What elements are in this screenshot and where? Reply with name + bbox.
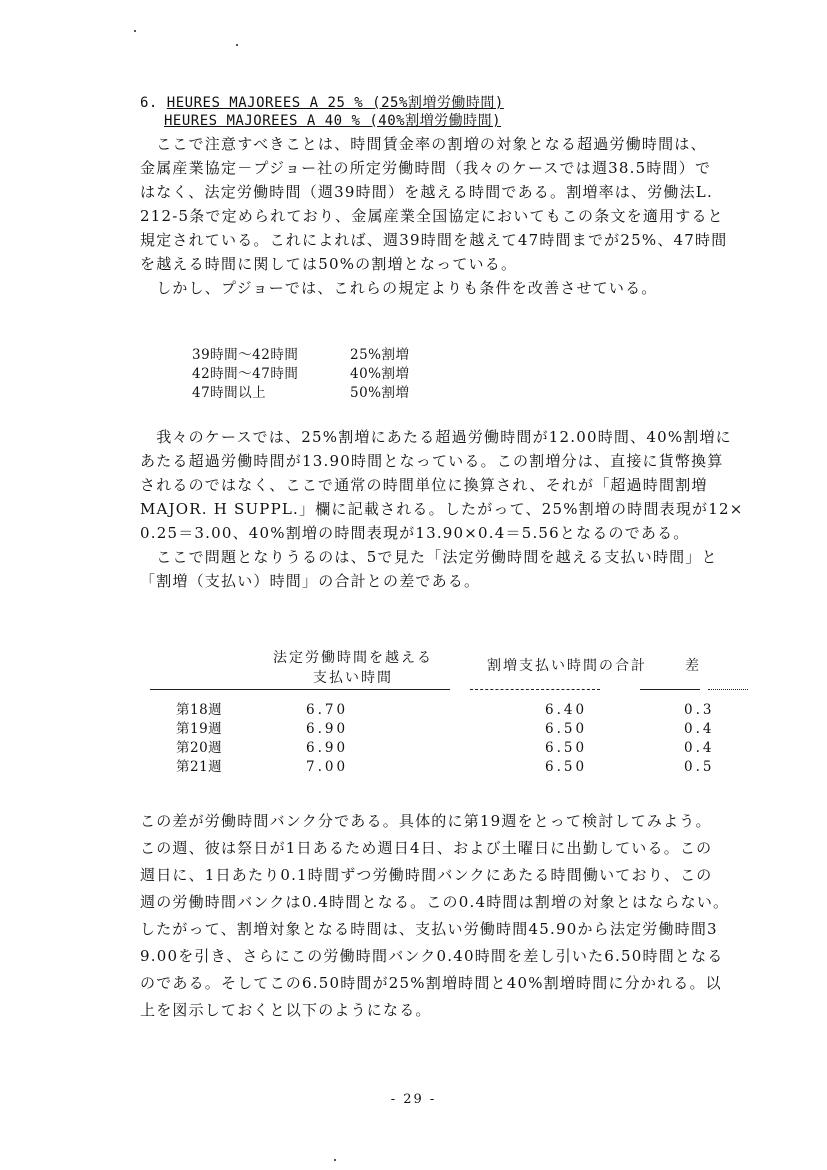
cell-week: 第19週 [176,721,223,737]
text-line: 週日に、1日あたり0.1時間ずつ労働時間バンクにあたる時間働いており、この [140,866,713,884]
text-line: 9.00を引き、さらにこの労働時間バンク0.40時間を差し引いた6.50時間となる [140,947,724,965]
cell-difference: 0.5 [684,759,715,775]
text-line: この差が労働時間バンク分である。具体的に第19週をとって検討してみよう。 [140,812,712,830]
rate-range: 39時間～42時間 [192,347,299,363]
cell-premium-hours: 6.50 [545,721,588,737]
table-header-rule [470,689,600,690]
section-heading-line1 [140,92,504,112]
rate-value: 25%割増 [350,347,410,363]
cell-premium-hours: 6.40 [545,702,588,718]
table-header-paid-hours [258,648,448,688]
rate-value: 50%割増 [350,385,410,401]
cell-difference: 0.4 [684,740,715,756]
rate-row [192,365,410,384]
text-line: はなく、法定労働時間（週39時間）を越える時間である。割増率は、労働法L. [140,183,713,201]
table-header-rule [640,689,700,690]
page-number: - 29 - [390,1092,437,1107]
text-line: ここで注意すべきことは、時間賃金率の割増の対象となる超過労働時間は、 [140,135,707,153]
paragraph-overtime-rules [140,132,780,300]
cell-paid-hours: 6.90 [306,721,349,737]
section-heading-line2 [164,110,501,130]
text-line: MAJOR. H SUPPL.」欄に記載される。したがって、25%割増の時間表現が12× [140,500,744,518]
text-line: しかし、プジョーでは、これらの規定よりも条件を改善させている。 [140,279,658,297]
cell-paid-hours: 6.90 [306,740,349,756]
section-number: 6. [140,95,167,111]
heading-japanese-40: (40%割増労働時間) [369,113,502,129]
text-line: この週、彼は祭日が1日あるため週日4日、および土曜日に出勤している。この [140,839,713,857]
table-header-premium-total: 割増支払い時間の合計 [487,658,647,674]
rate-range: 42時間～47時間 [192,366,299,382]
rate-range: 47時間以上 [192,385,267,401]
cell-premium-hours: 6.50 [545,740,588,756]
text-line: 212-5条で定められており、金属産業全国協定においてもこの条文を適用すると [140,207,724,225]
cell-difference: 0.4 [684,721,715,737]
cell-difference: 0.3 [684,702,715,718]
text-line: 規定されている。これによれば、週39時間を越えて47時間までが25%、47時間 [140,231,728,249]
rate-row [192,346,410,365]
rate-value: 40%割増 [350,366,410,382]
text-line: のである。そしてこの6.50時間が25%割増時間と40%割増時間に分かれる。以 [140,974,722,992]
scan-speck [334,1159,336,1161]
text-line: 我々のケースでは、25%割増にあたる超過労働時間が12.00時間、40%割増に [140,428,732,446]
table-header-rule [150,689,450,690]
text-line: 上を図示しておくと以下のようになる。 [140,1001,432,1019]
premium-rate-list [192,346,410,403]
text-line: したがって、割増対象となる時間は、支払い労働時間45.90から法定労働時間3 [140,920,718,938]
text-line: 週の労働時間バンクは0.4時間となる。この0.4時間は割増の対象とはならない。 [140,893,730,911]
text-line: ここで問題となりうるのは、5で見た「法定労働時間を越える支払い時間」と [140,548,718,566]
heading-french-25: HEURES MAJOREES A 25 % [166,95,373,111]
text-line: 0.25＝3.00、40%割増の時間表現が13.90×0.4＝5.56となるのである。 [140,524,690,542]
scan-speck [236,44,238,46]
header-line: 法定労働時間を越える [273,650,433,666]
paragraph-hour-bank [140,808,780,1024]
cell-paid-hours: 7.00 [306,759,349,775]
rate-row [192,384,410,403]
text-line: されるのではなく、ここで通常の時間単位に換算され、それが「超過時間割増 [140,476,708,494]
text-line: あたる超過労働時間が13.90時間となっている。この割増分は、直接に貨幣換算 [140,452,724,470]
cell-paid-hours: 6.70 [306,702,349,718]
text-line: 金属産業協定－プジョー社の所定労働時間（我々のケースでは週38.5時間）で [140,159,712,177]
scan-speck [134,30,136,32]
text-line: を越える時間に関しては50%の割増となっている。 [140,255,518,273]
cell-premium-hours: 6.50 [545,759,588,775]
heading-japanese-25: (25%割増労働時間) [372,95,504,111]
cell-week: 第20週 [176,740,223,756]
cell-week: 第18週 [176,702,223,718]
text-line: 「割増（支払い）時間」の合計との差である。 [140,572,481,590]
header-line: 支払い時間 [313,670,393,686]
table-header-difference: 差 [685,658,701,674]
cell-week: 第21週 [176,759,223,775]
paragraph-case-calculation [140,425,780,593]
heading-french-40: HEURES MAJOREES A 40 % [164,113,370,129]
table-header-rule [708,689,748,690]
